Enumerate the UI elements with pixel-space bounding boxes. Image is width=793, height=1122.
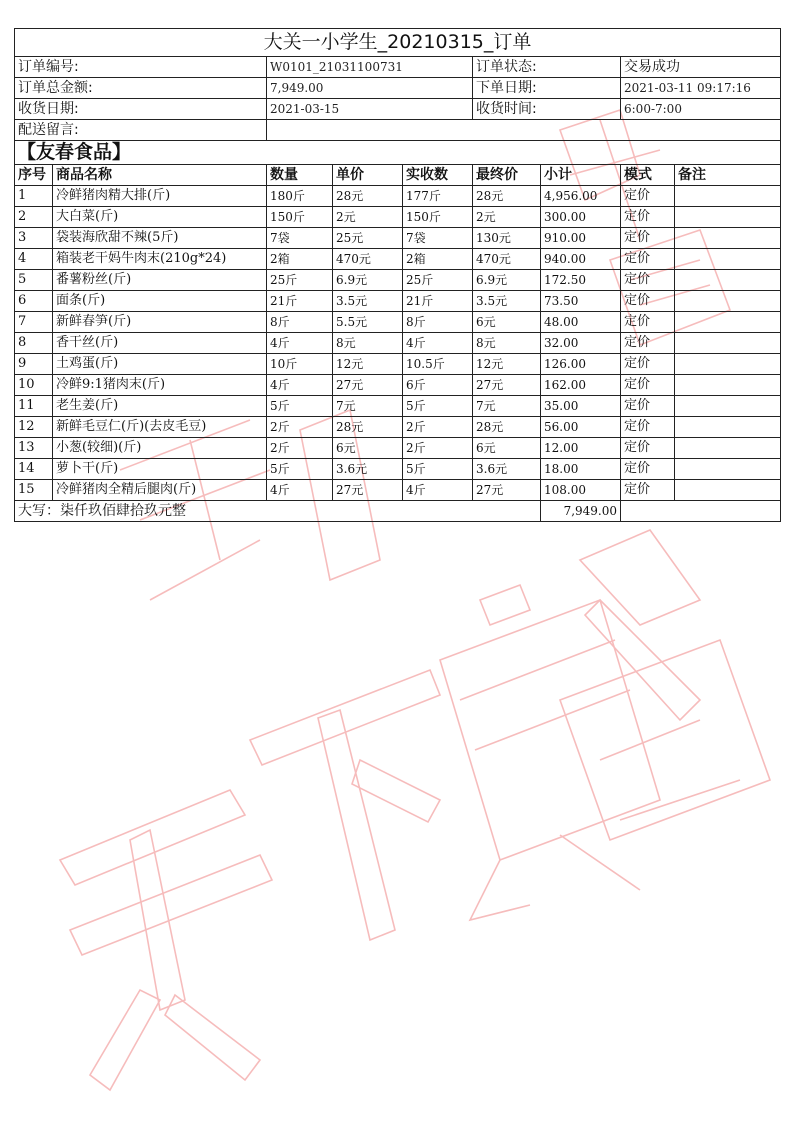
item-final: 2元 [473, 207, 541, 228]
item-name: 箱装老干妈牛肉末(210g*24) [53, 249, 267, 270]
item-subtotal: 35.00 [541, 396, 621, 417]
item-mode: 定价 [621, 270, 675, 291]
item-subtotal: 162.00 [541, 375, 621, 396]
item-final: 6.9元 [473, 270, 541, 291]
item-mode: 定价 [621, 312, 675, 333]
table-row [15, 228, 781, 249]
item-price: 28元 [333, 186, 403, 207]
item-remark [675, 312, 781, 333]
item-remark [675, 228, 781, 249]
item-mode: 定价 [621, 228, 675, 249]
col-header-remark: 备注 [675, 165, 781, 186]
item-name: 袋装海欣甜不辣(5斤) [53, 228, 267, 249]
table-row [15, 438, 781, 459]
item-qty: 7袋 [267, 228, 333, 249]
item-remark [675, 396, 781, 417]
item-remark [675, 186, 781, 207]
total-amount: 7,949.00 [541, 501, 621, 522]
item-received: 2斤 [403, 417, 473, 438]
item-remark [675, 207, 781, 228]
item-mode: 定价 [621, 333, 675, 354]
item-price: 27元 [333, 375, 403, 396]
item-no: 8 [15, 333, 53, 354]
item-subtotal: 18.00 [541, 459, 621, 480]
total-row [15, 501, 781, 522]
order-table [14, 28, 781, 165]
items-table [14, 164, 781, 522]
item-qty: 180斤 [267, 186, 333, 207]
col-header-final: 最终价 [473, 165, 541, 186]
item-remark [675, 333, 781, 354]
item-remark [675, 354, 781, 375]
item-remark [675, 480, 781, 501]
item-final: 6元 [473, 438, 541, 459]
item-mode: 定价 [621, 186, 675, 207]
item-mode: 定价 [621, 291, 675, 312]
item-name: 冷鲜猪肉精大排(斤) [53, 186, 267, 207]
item-remark [675, 270, 781, 291]
col-header-name: 商品名称 [53, 165, 267, 186]
receive-date-value: 2021-03-15 [267, 99, 473, 120]
item-no: 15 [15, 480, 53, 501]
status-label: 订单状态: [473, 57, 621, 78]
item-received: 25斤 [403, 270, 473, 291]
col-header-received: 实收数 [403, 165, 473, 186]
item-no: 6 [15, 291, 53, 312]
order-date-value: 2021-03-11 09:17:16 [621, 78, 781, 99]
item-subtotal: 172.50 [541, 270, 621, 291]
item-final: 7元 [473, 396, 541, 417]
item-final: 28元 [473, 417, 541, 438]
item-no: 12 [15, 417, 53, 438]
item-received: 8斤 [403, 312, 473, 333]
col-header-subtotal: 小计 [541, 165, 621, 186]
item-qty: 4斤 [267, 333, 333, 354]
item-price: 3.5元 [333, 291, 403, 312]
item-mode: 定价 [621, 396, 675, 417]
col-header-price: 单价 [333, 165, 403, 186]
item-final: 130元 [473, 228, 541, 249]
table-row [15, 312, 781, 333]
item-price: 28元 [333, 417, 403, 438]
item-no: 3 [15, 228, 53, 249]
item-mode: 定价 [621, 207, 675, 228]
note-label: 配送留言: [15, 120, 267, 141]
item-price: 6.9元 [333, 270, 403, 291]
item-subtotal: 4,956.00 [541, 186, 621, 207]
status-value: 交易成功 [621, 57, 781, 78]
item-name: 土鸡蛋(斤) [53, 354, 267, 375]
item-remark [675, 249, 781, 270]
table-row [15, 396, 781, 417]
item-received: 2箱 [403, 249, 473, 270]
item-subtotal: 32.00 [541, 333, 621, 354]
item-subtotal: 73.50 [541, 291, 621, 312]
note-value [267, 120, 781, 141]
item-no: 14 [15, 459, 53, 480]
item-final: 28元 [473, 186, 541, 207]
table-row [15, 354, 781, 375]
item-name: 新鲜毛豆仁(斤)(去皮毛豆) [53, 417, 267, 438]
item-qty: 8斤 [267, 312, 333, 333]
item-name: 冷鲜猪肉全精后腿肉(斤) [53, 480, 267, 501]
items-header-row [15, 165, 781, 186]
table-row [15, 375, 781, 396]
item-mode: 定价 [621, 438, 675, 459]
item-mode: 定价 [621, 417, 675, 438]
item-price: 27元 [333, 480, 403, 501]
item-received: 177斤 [403, 186, 473, 207]
item-name: 小葱(较细)(斤) [53, 438, 267, 459]
item-qty: 150斤 [267, 207, 333, 228]
item-subtotal: 56.00 [541, 417, 621, 438]
item-mode: 定价 [621, 375, 675, 396]
item-received: 4斤 [403, 480, 473, 501]
item-mode: 定价 [621, 249, 675, 270]
item-remark [675, 438, 781, 459]
table-row [15, 270, 781, 291]
item-qty: 2斤 [267, 417, 333, 438]
item-price: 3.6元 [333, 459, 403, 480]
item-qty: 10斤 [267, 354, 333, 375]
item-received: 7袋 [403, 228, 473, 249]
page-title: 大关一小学生_20210315_订单 [15, 29, 781, 57]
item-price: 2元 [333, 207, 403, 228]
item-received: 150斤 [403, 207, 473, 228]
item-qty: 4斤 [267, 480, 333, 501]
item-subtotal: 48.00 [541, 312, 621, 333]
item-price: 7元 [333, 396, 403, 417]
item-price: 5.5元 [333, 312, 403, 333]
item-name: 香干丝(斤) [53, 333, 267, 354]
item-qty: 5斤 [267, 396, 333, 417]
item-remark [675, 291, 781, 312]
item-final: 8元 [473, 333, 541, 354]
item-final: 3.5元 [473, 291, 541, 312]
item-no: 11 [15, 396, 53, 417]
item-no: 5 [15, 270, 53, 291]
item-qty: 5斤 [267, 459, 333, 480]
items-body [15, 186, 781, 501]
order-no-value: W0101_21031100731 [267, 57, 473, 78]
item-received: 6斤 [403, 375, 473, 396]
item-subtotal: 12.00 [541, 438, 621, 459]
item-received: 4斤 [403, 333, 473, 354]
order-total-label: 订单总金额: [15, 78, 267, 99]
item-price: 470元 [333, 249, 403, 270]
item-subtotal: 108.00 [541, 480, 621, 501]
receive-date-label: 收货日期: [15, 99, 267, 120]
item-qty: 2箱 [267, 249, 333, 270]
item-final: 470元 [473, 249, 541, 270]
item-price: 8元 [333, 333, 403, 354]
item-mode: 定价 [621, 480, 675, 501]
item-qty: 2斤 [267, 438, 333, 459]
table-row [15, 291, 781, 312]
item-name: 大白菜(斤) [53, 207, 267, 228]
receive-time-value: 6:00-7:00 [621, 99, 781, 120]
item-name: 面条(斤) [53, 291, 267, 312]
item-no: 13 [15, 438, 53, 459]
item-qty: 25斤 [267, 270, 333, 291]
item-received: 5斤 [403, 396, 473, 417]
item-no: 9 [15, 354, 53, 375]
item-subtotal: 910.00 [541, 228, 621, 249]
order-sheet [14, 28, 780, 522]
item-price: 25元 [333, 228, 403, 249]
item-final: 3.6元 [473, 459, 541, 480]
item-received: 10.5斤 [403, 354, 473, 375]
item-final: 12元 [473, 354, 541, 375]
item-subtotal: 126.00 [541, 354, 621, 375]
item-received: 2斤 [403, 438, 473, 459]
item-subtotal: 940.00 [541, 249, 621, 270]
item-qty: 21斤 [267, 291, 333, 312]
col-header-no: 序号 [15, 165, 53, 186]
receive-time-label: 收货时间: [473, 99, 621, 120]
item-received: 21斤 [403, 291, 473, 312]
table-row [15, 480, 781, 501]
supplier-heading: 【友春食品】 [15, 141, 781, 165]
item-name: 新鲜春笋(斤) [53, 312, 267, 333]
item-final: 27元 [473, 375, 541, 396]
table-row [15, 417, 781, 438]
table-row [15, 249, 781, 270]
total-blank [621, 501, 781, 522]
table-row [15, 333, 781, 354]
item-name: 冷鲜9:1猪肉末(斤) [53, 375, 267, 396]
table-row [15, 207, 781, 228]
item-name: 萝卜干(斤) [53, 459, 267, 480]
item-no: 1 [15, 186, 53, 207]
item-name: 老生姜(斤) [53, 396, 267, 417]
item-no: 4 [15, 249, 53, 270]
order-date-label: 下单日期: [473, 78, 621, 99]
order-total-value: 7,949.00 [267, 78, 473, 99]
item-mode: 定价 [621, 459, 675, 480]
item-final: 27元 [473, 480, 541, 501]
item-no: 10 [15, 375, 53, 396]
item-remark [675, 417, 781, 438]
item-remark [675, 375, 781, 396]
item-subtotal: 300.00 [541, 207, 621, 228]
col-header-qty: 数量 [267, 165, 333, 186]
order-no-label: 订单编号: [15, 57, 267, 78]
item-no: 2 [15, 207, 53, 228]
item-price: 6元 [333, 438, 403, 459]
item-mode: 定价 [621, 354, 675, 375]
item-price: 12元 [333, 354, 403, 375]
table-row [15, 459, 781, 480]
item-final: 6元 [473, 312, 541, 333]
item-qty: 4斤 [267, 375, 333, 396]
item-no: 7 [15, 312, 53, 333]
total-capital: 大写：柒仟玖佰肆拾玖元整 [15, 501, 541, 522]
item-remark [675, 459, 781, 480]
table-row [15, 186, 781, 207]
col-header-mode: 模式 [621, 165, 675, 186]
item-name: 番薯粉丝(斤) [53, 270, 267, 291]
item-received: 5斤 [403, 459, 473, 480]
